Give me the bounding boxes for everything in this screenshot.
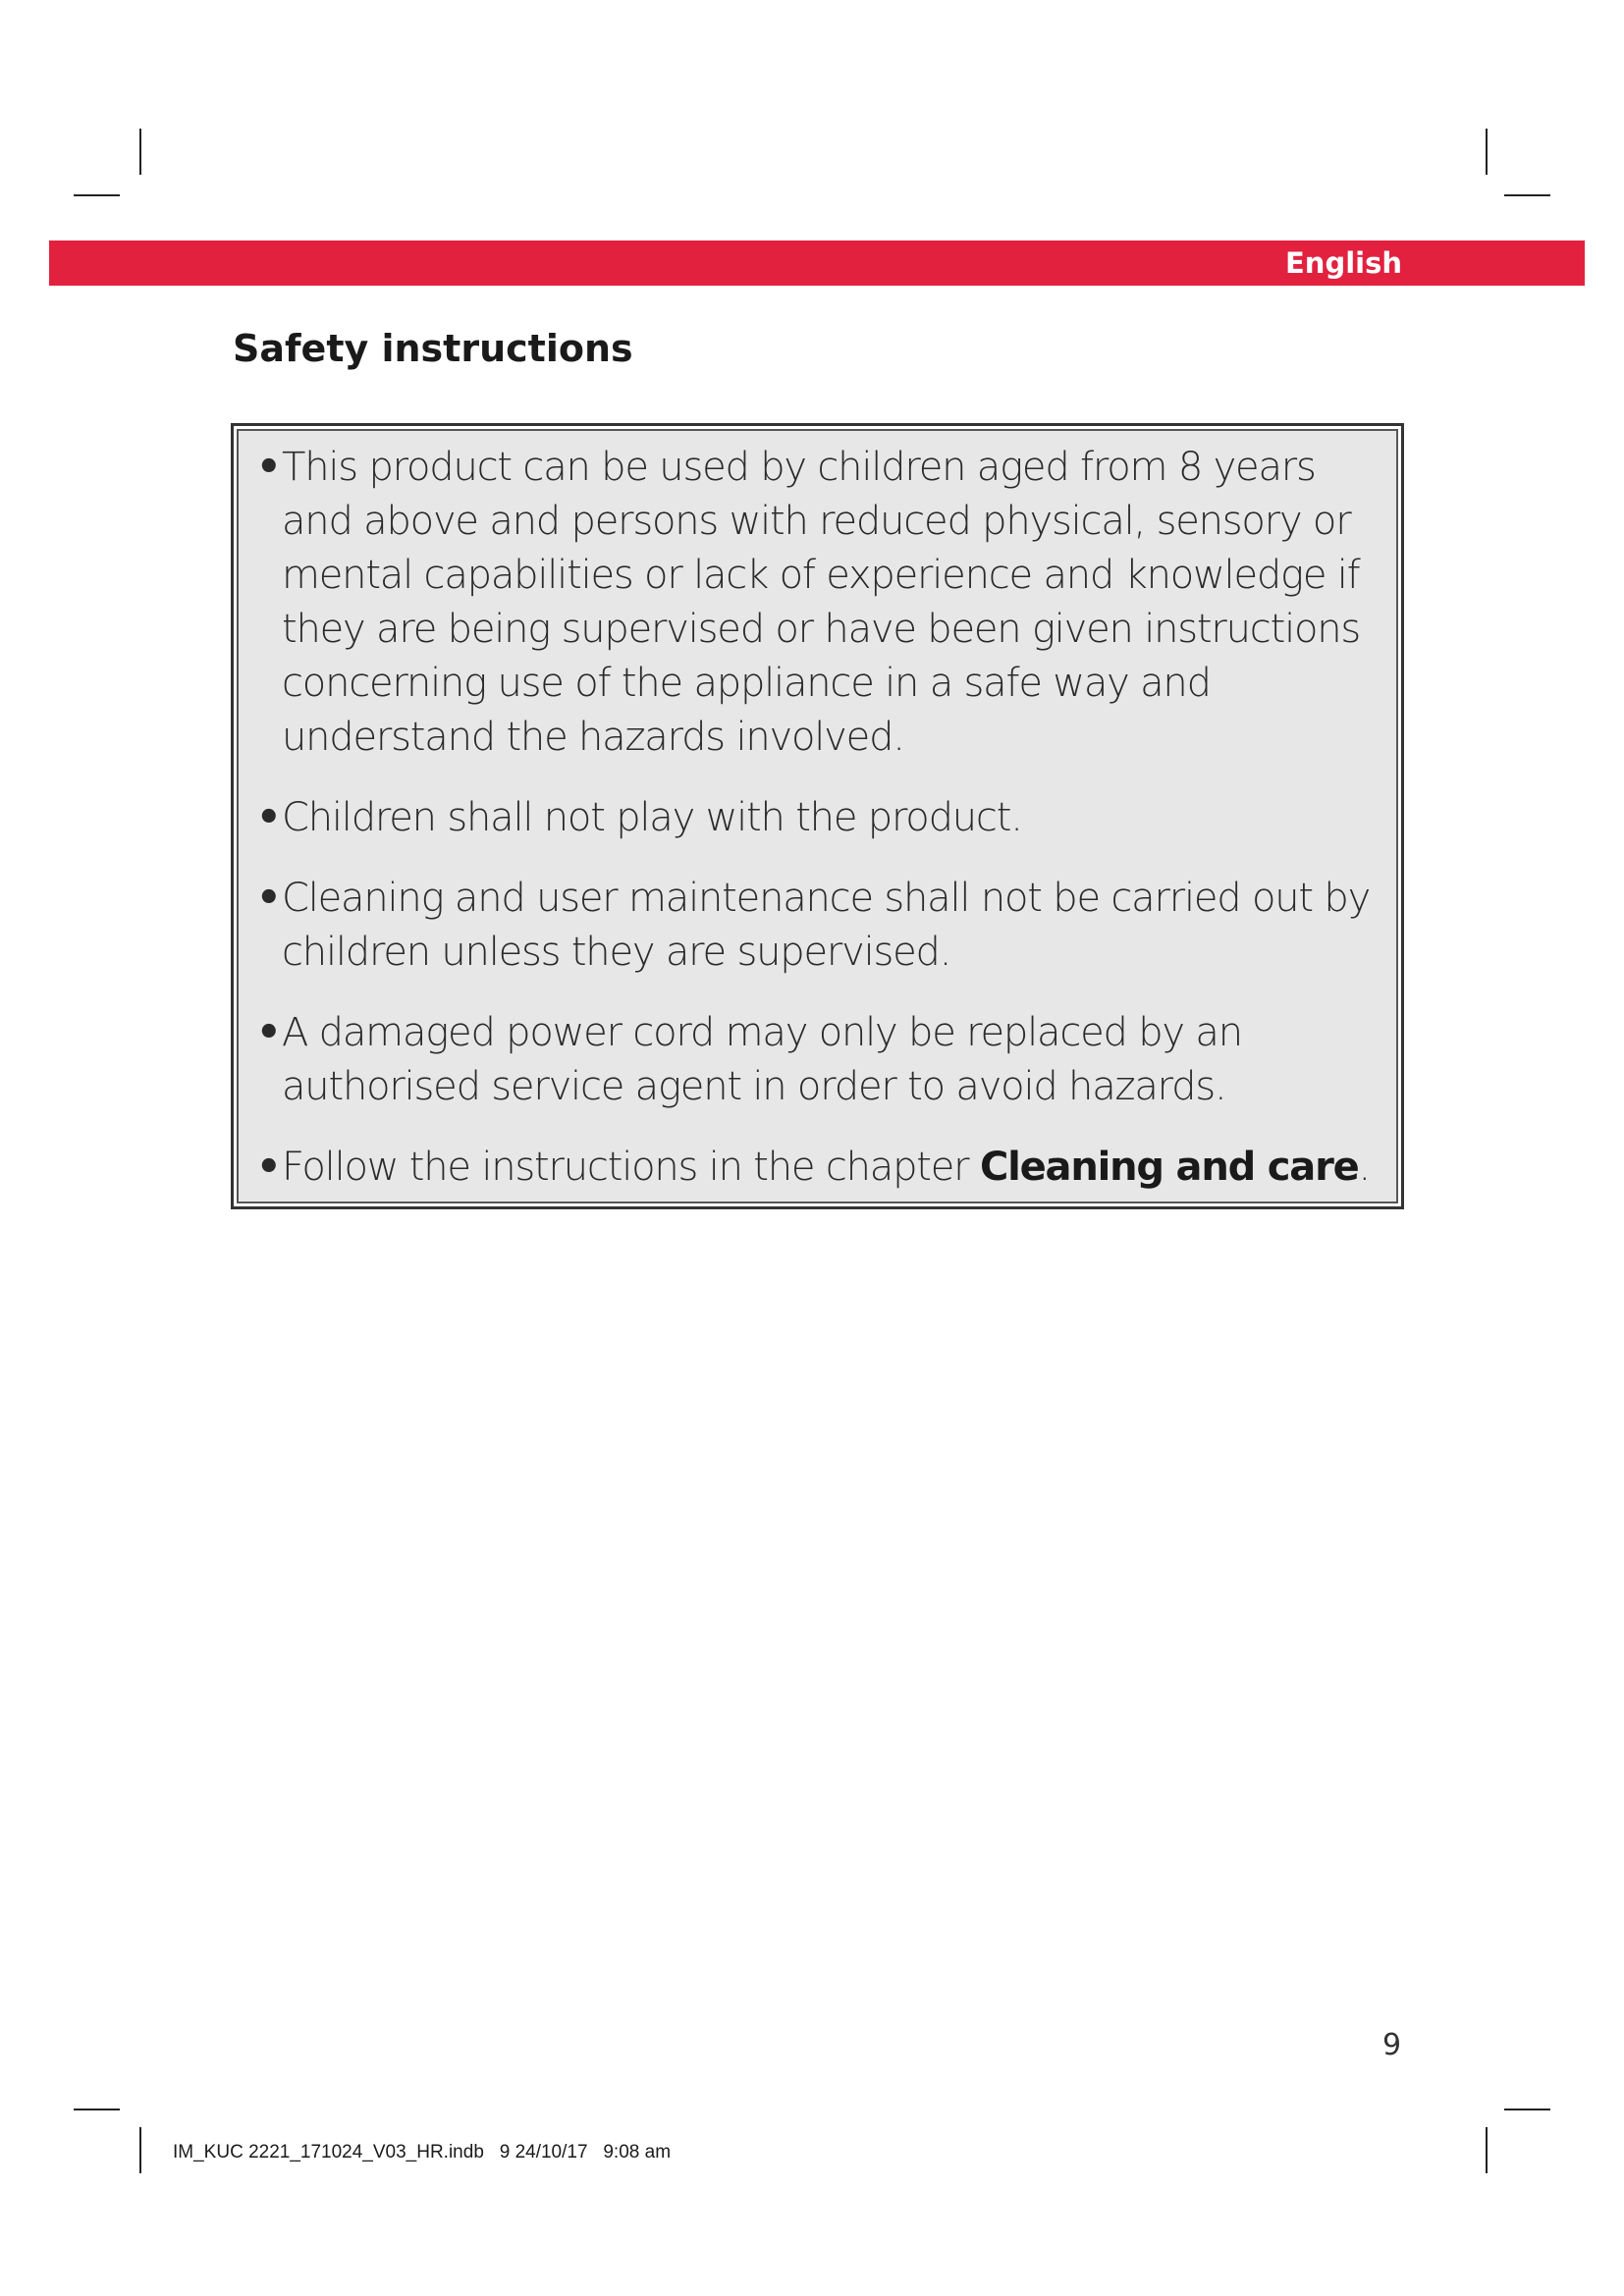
bullet-icon: •: [256, 1010, 281, 1055]
safety-item-text: Children shall not play with the product.: [282, 795, 1022, 840]
crop-mark-bottom-right-vertical: [1486, 2127, 1488, 2173]
crop-mark-top-left-horizontal: [74, 194, 120, 196]
language-label: English: [1284, 246, 1402, 280]
safety-item-text: This product can be used by children aged from 8 years and above and persons with reduced physical, sensory or mental capabilities or lack of experience and knowledge if they are being supervised or have been given instructions concerning use of the appliance in a safe way and understand the hazards involved.: [282, 445, 1361, 760]
safety-item-children-supervision: [254, 441, 1379, 765]
safety-item-text: A damaged power cord may only be replaced by an authorised service agent in order to avoid hazards.: [282, 1010, 1242, 1109]
safety-notice-box: [231, 423, 1404, 1209]
safety-item-cleaning: [254, 872, 1379, 980]
bullet-icon: •: [256, 1145, 281, 1190]
language-banner: [49, 240, 1585, 286]
bullet-icon: •: [256, 795, 281, 840]
crop-mark-top-right-vertical: [1486, 129, 1488, 175]
safety-item-no-play: [254, 791, 1379, 845]
safety-notice-inner: [237, 429, 1398, 1203]
sentence-end: .: [1358, 1145, 1371, 1190]
crop-mark-top-left-vertical: [139, 129, 141, 175]
page-number: 9: [1382, 2028, 1402, 2062]
chapter-reference: Cleaning and care: [979, 1145, 1359, 1190]
crop-mark-bottom-left-vertical: [139, 2127, 141, 2173]
safety-item-text: Follow the instructions in the chapter: [282, 1145, 980, 1190]
crop-mark-top-right-horizontal: [1504, 194, 1550, 196]
section-title: Safety instructions: [233, 327, 633, 370]
bullet-icon: •: [256, 445, 281, 490]
safety-item-text: Cleaning and user maintenance shall not be carried out by children unless they are supervised.: [282, 876, 1371, 975]
crop-mark-bottom-left-horizontal: [74, 2109, 120, 2110]
safety-item-power-cord: [254, 1006, 1379, 1114]
crop-mark-bottom-right-horizontal: [1504, 2109, 1550, 2110]
safety-item-follow-instructions: [254, 1141, 1379, 1195]
bullet-icon: •: [256, 876, 281, 921]
print-slug: IM_KUC 2221_171024_V03_HR.indb 9 24/10/17 9:08 am: [173, 2142, 672, 2163]
safety-list: [254, 441, 1379, 1195]
